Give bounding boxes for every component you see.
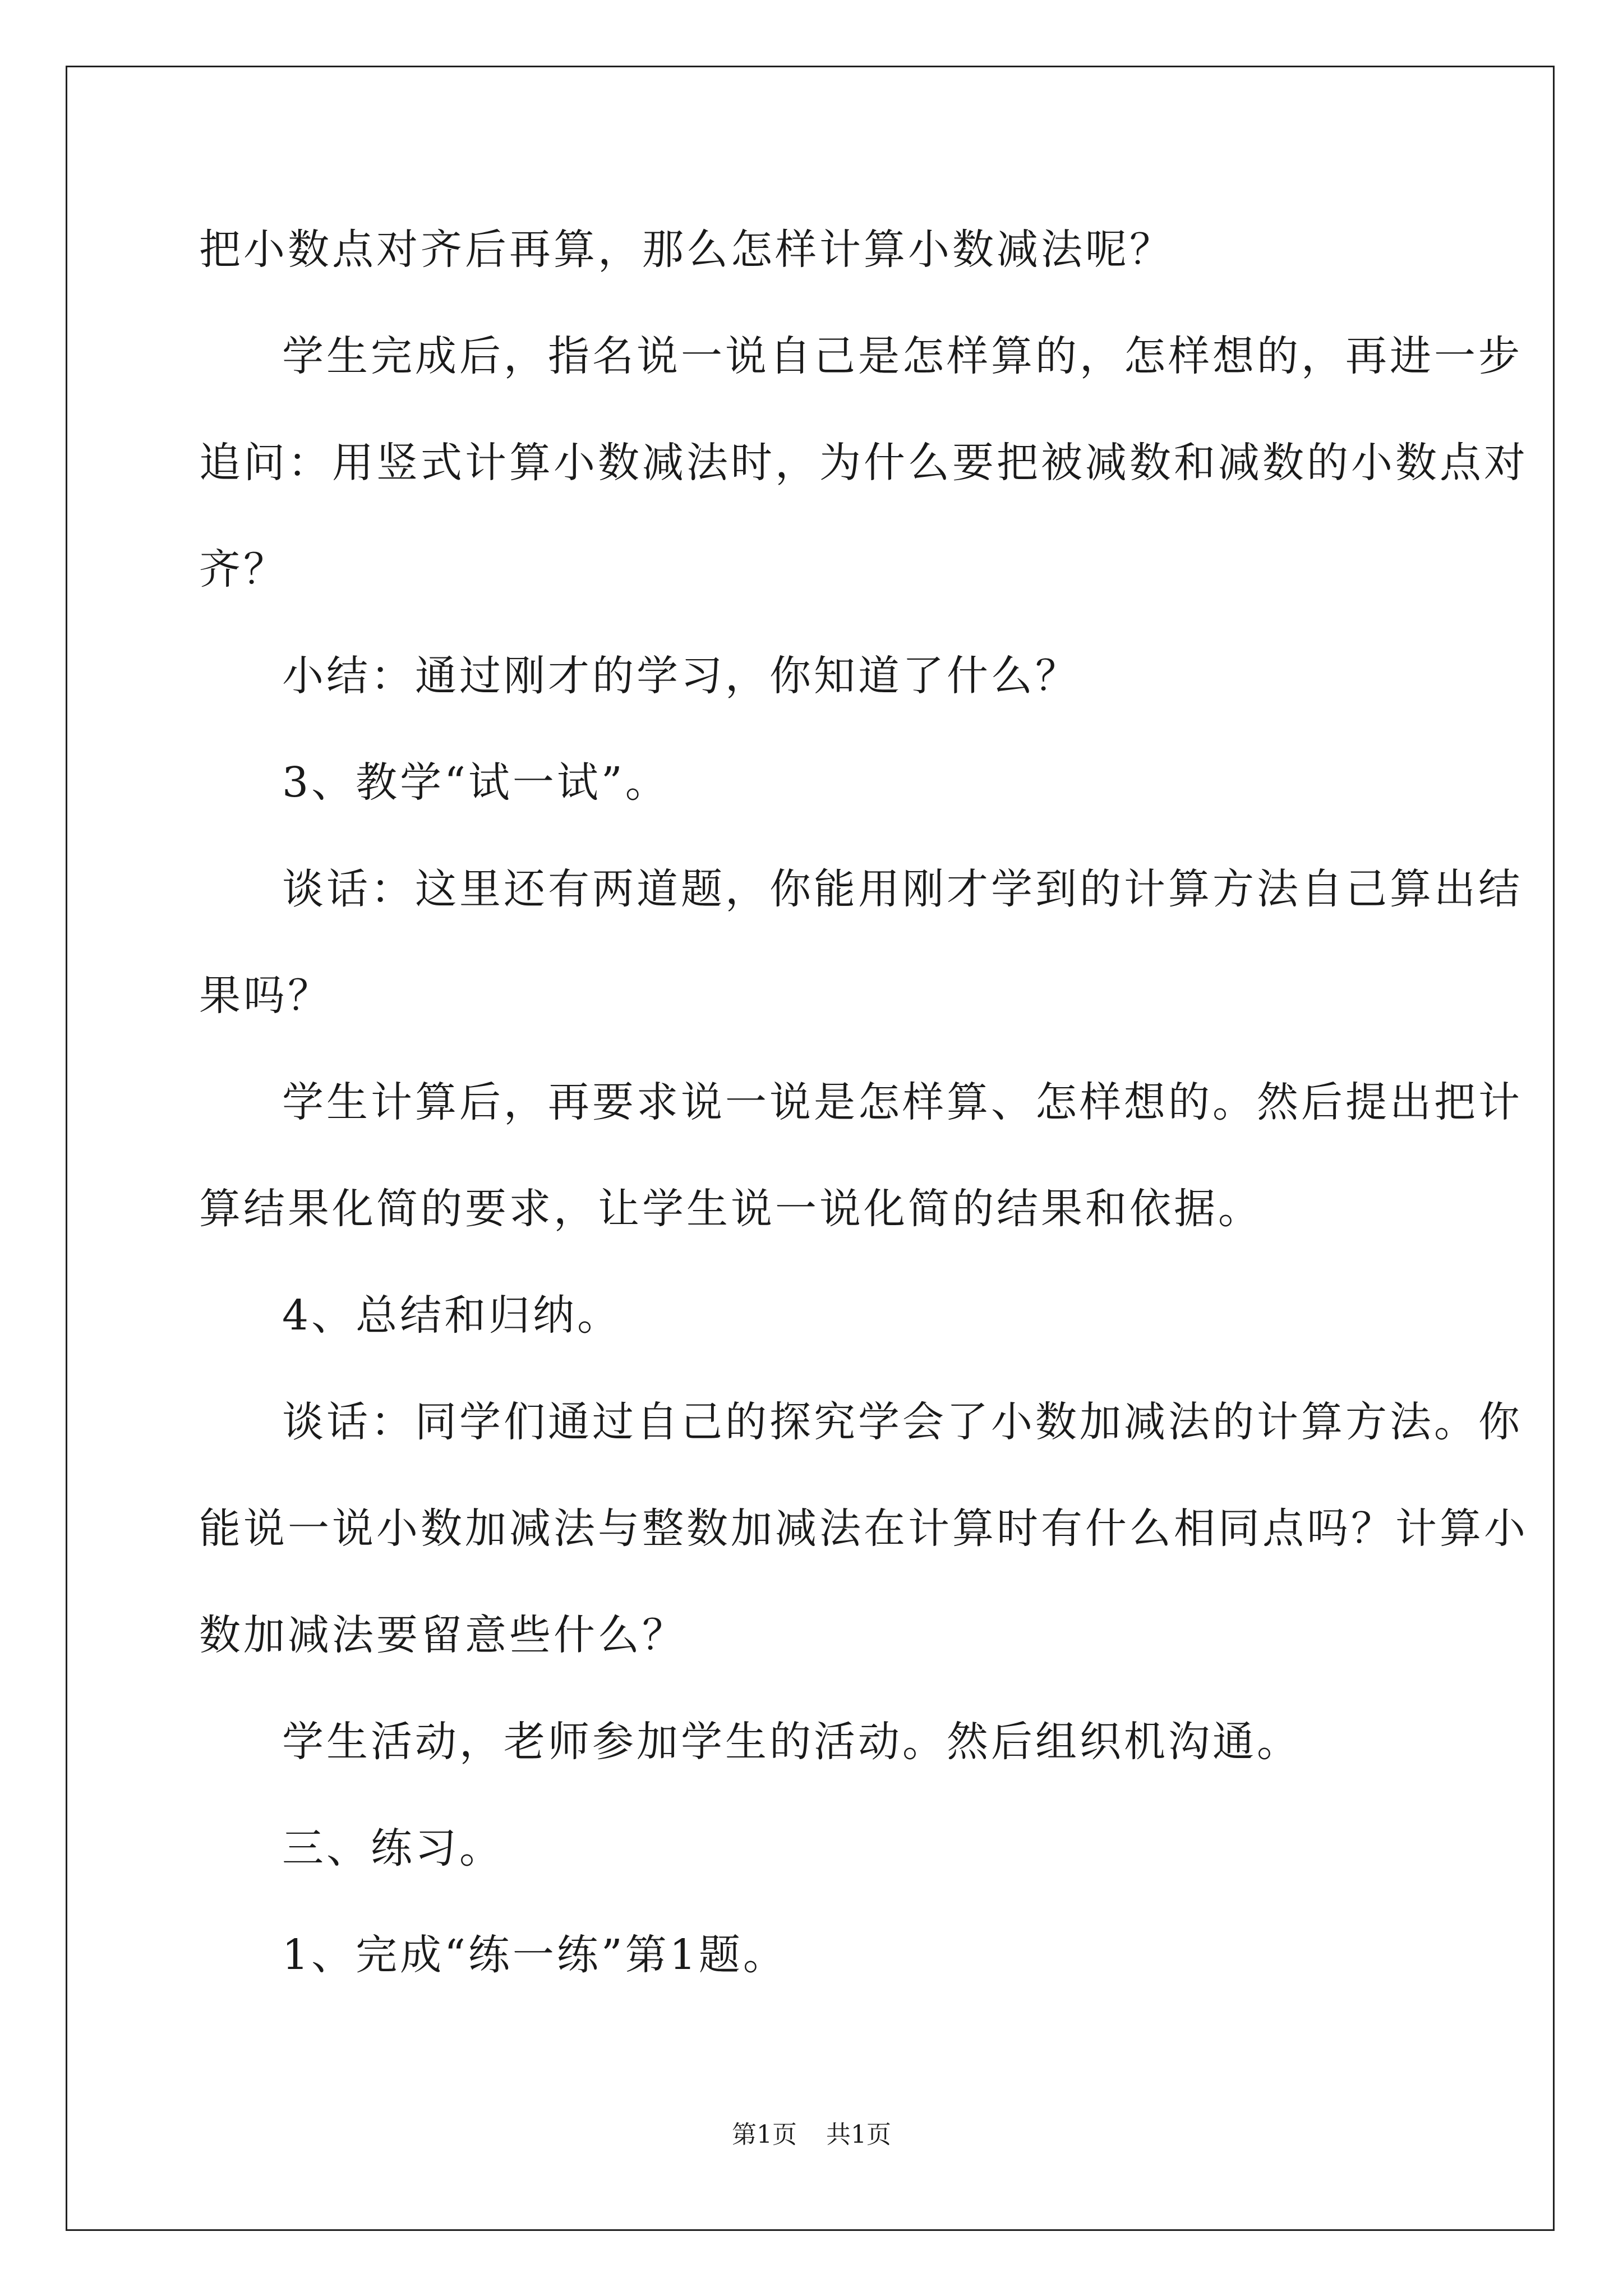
text-line: 谈话：这里还有两道题，你能用刚才学到的计算方法自己算出结 (282, 865, 1523, 913)
text-line: 学生活动，老师参加学生的活动。然后组织机沟通。 (282, 1718, 1301, 1766)
text-line: 谈话：同学们通过自己的探究学会了小数加减法的计算方法。你 (282, 1398, 1523, 1446)
text-line: 4、总结和归纳。 (282, 1291, 622, 1340)
text-line: 把小数点对齐后再算，那么怎样计算小数减法呢？ (199, 226, 1174, 274)
text-line: 数加减法要留意些什么？ (199, 1611, 686, 1659)
text-line: 学生计算后，再要求说一说是怎样算、怎样想的。然后提出把计 (282, 1078, 1523, 1126)
page-number-current: 第1页 (732, 2120, 797, 2149)
text-line: 小结：通过刚才的学习，你知道了什么？ (282, 652, 1080, 700)
text-line: 齐？ (199, 545, 288, 593)
page-number-total: 共1页 (826, 2120, 891, 2149)
text-line: 能说一说小数加减法与整数加减法在计算时有什么相同点吗？计算小 (199, 1504, 1528, 1553)
page-footer (0, 2118, 1623, 2152)
text-line: 果吗？ (199, 972, 332, 1020)
text-line: 1、完成“练一练”第1题。 (282, 1931, 787, 1979)
text-line: 三、练习。 (282, 1824, 504, 1872)
page-border (66, 66, 1555, 2231)
text-line: 追问：用竖式计算小数减法时，为什么要把被减数和减数的小数点对 (199, 439, 1528, 487)
text-line: 学生完成后，指名说一说自己是怎样算的，怎样想的，再进一步 (282, 332, 1523, 380)
text-line: 算结果化简的要求，让学生说一说化简的结果和依据。 (199, 1185, 1262, 1233)
text-line: 3、教学“试一试”。 (282, 758, 670, 807)
